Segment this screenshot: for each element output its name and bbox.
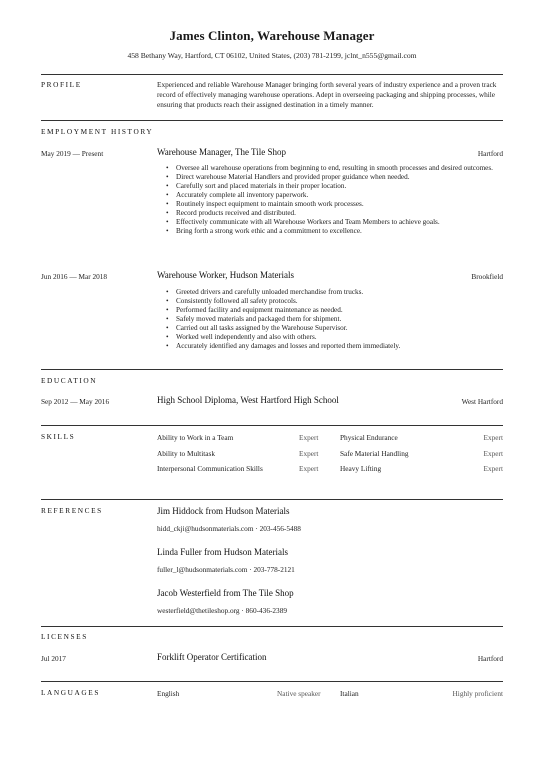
reference-contact: hidd_ckji@hudsonmaterials.com · 203-456-5488: [157, 524, 301, 533]
skill-level: Expert: [299, 449, 319, 458]
skill-name: Physical Endurance: [340, 433, 398, 442]
reference-contact: fuller_l@hudsonmaterials.com · 203-778-2121: [157, 565, 295, 574]
bullet-item: • Bring forth a strong work ethic and a commitment to excellence.: [166, 227, 502, 236]
section-divider: [41, 369, 503, 370]
bullet-item: • Effectively communicate with all Warehouse Workers and Team Members to achieve goals.: [166, 218, 502, 227]
language-name: English: [157, 689, 180, 698]
section-divider: [41, 120, 503, 121]
license-name: Forklift Operator Certification: [157, 652, 267, 662]
job-title: Warehouse Worker, Hudson Materials: [157, 270, 294, 280]
language-name: Italian: [340, 689, 359, 698]
references-heading: REFERENCES: [41, 506, 103, 515]
skill-level: Expert: [483, 433, 503, 442]
license-date: Jul 2017: [41, 654, 66, 663]
profile-heading: PROFILE: [41, 80, 82, 89]
bullet-item: • Oversee all warehouse operations from beginning to end, resulting in smooth processes and desired outcomes.: [166, 164, 502, 173]
bullet-item: • Record products received and distributed.: [166, 209, 502, 218]
education-degree: High School Diploma, West Hartford High School: [157, 395, 339, 405]
bullet-item: • Accurately identified any damages and losses and reported them immediately.: [166, 342, 502, 351]
bullet-item: • Carried out all tasks assigned by the Warehouse Supervisor.: [166, 324, 502, 333]
languages-heading: LANGUAGES: [41, 688, 100, 697]
job-location: Brookfield: [471, 272, 503, 281]
skill-level: Expert: [483, 449, 503, 458]
skill-name: Heavy Lifting: [340, 464, 382, 473]
job-title: Warehouse Manager, The Tile Shop: [157, 147, 286, 157]
profile-text: Experienced and reliable Warehouse Manager bringing forth several years of industry experience and a proven track record of effectively managing warehouse operations. Adept in overseeing packaging and shipping processes, while ensuring that products reach their assigned destination in a timely manner.: [157, 80, 497, 110]
bullet-item: • Accurately complete all inventory paperwork.: [166, 191, 502, 200]
job-bullets: [166, 164, 502, 236]
job-bullets: [166, 288, 502, 351]
language-level: Native speaker: [277, 689, 321, 698]
skill-level: Expert: [483, 464, 503, 473]
bullet-item: • Direct warehouse Material Handlers and provided proper guidance when needed.: [166, 173, 502, 182]
section-divider: [41, 499, 503, 500]
employment-heading: EMPLOYMENT HISTORY: [41, 127, 154, 136]
skills-heading: SKILLS: [41, 432, 76, 441]
section-divider: [41, 425, 503, 426]
job-dates: Jun 2016 — Mar 2018: [41, 272, 108, 281]
job-location: Hartford: [477, 149, 503, 158]
reference-contact: westerfield@thetileshop.org · 860-436-2389: [157, 606, 287, 615]
bullet-item: • Worked well independently and also with others.: [166, 333, 502, 342]
bullet-item: • Safely moved materials and packaged them for shipment.: [166, 315, 502, 324]
section-divider: [41, 74, 503, 75]
licenses-heading: LICENSES: [41, 632, 88, 641]
bullet-item: • Routinely inspect equipment to maintain smooth work processes.: [166, 200, 502, 209]
reference-name: Jim Hiddock from Hudson Materials: [157, 506, 290, 516]
skill-level: Expert: [299, 433, 319, 442]
education-dates: Sep 2012 — May 2016: [41, 397, 110, 406]
skill-name: Interpersonal Communication Skills: [157, 464, 263, 473]
bullet-item: • Carefully sort and placed materials in their proper location.: [166, 182, 502, 191]
skill-name: Ability to Multitask: [157, 449, 215, 458]
section-divider: [41, 626, 503, 627]
education-heading: EDUCATION: [41, 376, 98, 385]
skill-level: Expert: [299, 464, 319, 473]
job-dates: May 2019 — Present: [41, 149, 104, 158]
section-divider: [41, 681, 503, 682]
bullet-item: • Consistently followed all safety protocols.: [166, 297, 502, 306]
reference-name: Linda Fuller from Hudson Materials: [157, 547, 288, 557]
contact-line: 458 Bethany Way, Hartford, CT 06102, United States, (203) 781-2199, jclnt_n555@gmail.com: [127, 51, 417, 60]
language-level: Highly proficient: [452, 689, 503, 698]
bullet-item: • Performed facility and equipment maintenance as needed.: [166, 306, 502, 315]
resume-name: James Clinton, Warehouse Manager: [169, 28, 375, 43]
reference-name: Jacob Westerfield from The Tile Shop: [157, 588, 294, 598]
bullet-item: • Greeted drivers and carefully unloaded merchandise from trucks.: [166, 288, 502, 297]
skill-name: Safe Material Handling: [340, 449, 409, 458]
education-location: West Hartford: [461, 397, 503, 406]
license-location: Hartford: [477, 654, 503, 663]
skill-name: Ability to Work in a Team: [157, 433, 234, 442]
